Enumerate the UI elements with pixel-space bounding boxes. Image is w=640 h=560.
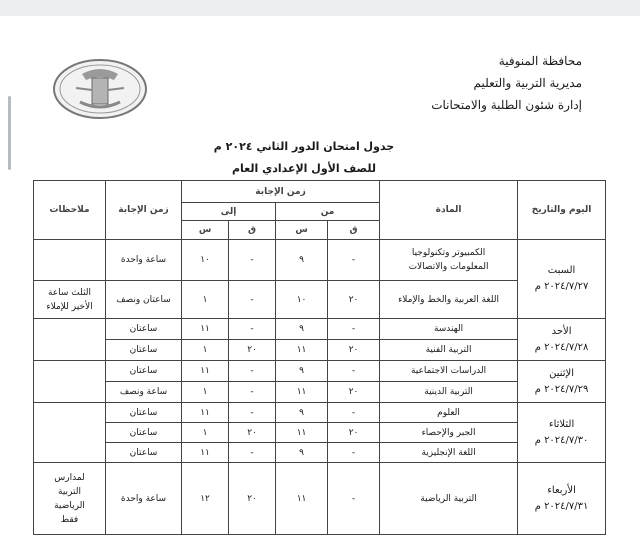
duration-cell: ساعة واحدة xyxy=(106,240,182,281)
header-to: إلى xyxy=(182,203,276,221)
notes-cell xyxy=(34,319,106,361)
header-answer-time-group: زمن الإجابة xyxy=(182,181,380,203)
day-date: ٢٠٢٤/٧/٣٠ م xyxy=(534,434,589,446)
to-s: ١ xyxy=(182,382,229,403)
to-q: - xyxy=(229,240,276,281)
header-answer-time: زمن الإجابة xyxy=(106,181,182,240)
duration-cell: ساعتان xyxy=(106,361,182,382)
from-s: ١٠ xyxy=(276,281,328,319)
ministry-emblem-icon xyxy=(52,58,148,120)
to-s: ١ xyxy=(182,281,229,319)
from-q: ٢٠ xyxy=(328,340,380,361)
subject-cell xyxy=(380,240,518,281)
table-row xyxy=(34,403,606,423)
from-s: ٩ xyxy=(276,319,328,340)
subject-cell: اللغة العربية والخط والإملاء xyxy=(380,281,518,319)
schedule-table xyxy=(33,180,606,535)
table-row xyxy=(34,240,606,281)
subject-cell: التربية الدينية xyxy=(380,382,518,403)
to-s: ١١ xyxy=(182,443,229,463)
from-q: - xyxy=(328,443,380,463)
subject-cell: الهندسة xyxy=(380,319,518,340)
duration-cell: ساعتان xyxy=(106,403,182,423)
from-s: ١١ xyxy=(276,423,328,443)
note-line: الرياضية xyxy=(54,500,85,511)
to-q: ٢٠ xyxy=(229,423,276,443)
from-s: ١١ xyxy=(276,463,328,535)
day-name: الإثنين xyxy=(549,367,574,379)
day-date: ٢٠٢٤/٧/٢٧ م xyxy=(534,281,589,292)
subject-cell: الجبر والإحصاء xyxy=(380,423,518,443)
from-s: ٩ xyxy=(276,443,328,463)
day-name: الأحد xyxy=(551,325,572,337)
to-q: - xyxy=(229,319,276,340)
header-from: من xyxy=(276,203,380,221)
day-cell xyxy=(518,319,606,361)
subject-cell: التربية الفنية xyxy=(380,340,518,361)
to-s: ١ xyxy=(182,423,229,443)
top-bar xyxy=(0,0,640,16)
from-q: - xyxy=(328,403,380,423)
subject-line: الكمبيوتر وتكنولوجيا xyxy=(411,248,486,258)
header-subject: المادة xyxy=(380,181,518,240)
day-name: الثلاثاء xyxy=(548,418,575,430)
from-q: ٢٠ xyxy=(328,382,380,403)
issuer-header xyxy=(431,50,582,116)
directorate-line: مديرية التربية والتعليم xyxy=(473,76,582,90)
day-date: ٢٠٢٤/٧/٢٩ م xyxy=(534,383,589,395)
scrollbar[interactable] xyxy=(8,96,11,170)
from-q: - xyxy=(328,361,380,382)
from-s: ١١ xyxy=(276,340,328,361)
note-line: الأخير للإملاء xyxy=(46,301,93,312)
subject-line: المعلومات والاتصالات xyxy=(408,262,489,272)
subject-cell: التربية الرياضية xyxy=(380,463,518,535)
to-q: - xyxy=(229,361,276,382)
document-titles xyxy=(184,136,424,180)
duration-cell: ساعتان xyxy=(106,340,182,361)
day-cell xyxy=(518,463,606,535)
note-line: الثلث ساعة xyxy=(47,287,92,298)
subject-cell: العلوم xyxy=(380,403,518,423)
governorate-line: محافظة المنوفية xyxy=(498,54,582,68)
day-cell xyxy=(518,403,606,463)
note-line: فقط xyxy=(60,514,79,525)
exam-schedule xyxy=(33,180,605,535)
from-s: ٩ xyxy=(276,403,328,423)
header-from-s: س xyxy=(276,221,328,240)
from-q: ٢٠ xyxy=(328,423,380,443)
to-q: - xyxy=(229,382,276,403)
day-cell xyxy=(518,240,606,319)
duration-cell: ساعة ونصف xyxy=(106,382,182,403)
day-date: ٢٠٢٤/٧/٣١ م xyxy=(534,500,589,512)
note-line: لمدارس xyxy=(54,472,85,483)
from-s: ١١ xyxy=(276,382,328,403)
to-q: ٢٠ xyxy=(229,463,276,535)
from-s: ٩ xyxy=(276,361,328,382)
page-title: جدول امتحان الدور الثاني ٢٠٢٤ م xyxy=(213,140,395,153)
to-s: ١١ xyxy=(182,319,229,340)
table-row xyxy=(34,361,606,382)
from-q: - xyxy=(328,240,380,281)
to-s: ١١ xyxy=(182,361,229,382)
header-to-s: س xyxy=(182,221,229,240)
page-bottom-edge xyxy=(0,549,640,560)
from-q: ٢٠ xyxy=(328,281,380,319)
to-s: ١٢ xyxy=(182,463,229,535)
day-date: ٢٠٢٤/٧/٢٨ م xyxy=(534,341,589,353)
duration-cell: ساعتان xyxy=(106,319,182,340)
notes-cell xyxy=(34,361,106,403)
to-q: - xyxy=(229,281,276,319)
table-row xyxy=(34,319,606,340)
department-line: إدارة شئون الطلبة والامتحانات xyxy=(431,98,582,112)
notes-cell xyxy=(34,463,106,535)
to-q: ٢٠ xyxy=(229,340,276,361)
subject-cell: الدراسات الاجتماعية xyxy=(380,361,518,382)
to-q: - xyxy=(229,443,276,463)
from-q: - xyxy=(328,463,380,535)
from-q: - xyxy=(328,319,380,340)
notes-cell xyxy=(34,403,106,463)
notes-cell xyxy=(34,240,106,281)
day-cell xyxy=(518,361,606,403)
duration-cell: ساعتان ونصف xyxy=(106,281,182,319)
duration-cell: ساعة واحدة xyxy=(106,463,182,535)
duration-cell: ساعتان xyxy=(106,423,182,443)
to-s: ١١ xyxy=(182,403,229,423)
page-subtitle: للصف الأول الإعدادي العام xyxy=(231,162,377,175)
to-s: ١٠ xyxy=(182,240,229,281)
header-notes: ملاحظات xyxy=(34,181,106,240)
header-day: اليوم والتاريخ xyxy=(518,181,606,240)
subject-cell: اللغة الإنجليزية xyxy=(380,443,518,463)
day-name: السبت xyxy=(547,265,576,276)
header-from-q: ق xyxy=(328,221,380,240)
note-line: التربية xyxy=(58,486,81,497)
day-name: الأربعاء xyxy=(547,484,576,496)
duration-cell: ساعتان xyxy=(106,443,182,463)
to-q: - xyxy=(229,403,276,423)
table-row xyxy=(34,463,606,535)
header-to-q: ق xyxy=(229,221,276,240)
to-s: ١ xyxy=(182,340,229,361)
notes-cell xyxy=(34,281,106,319)
from-s: ٩ xyxy=(276,240,328,281)
